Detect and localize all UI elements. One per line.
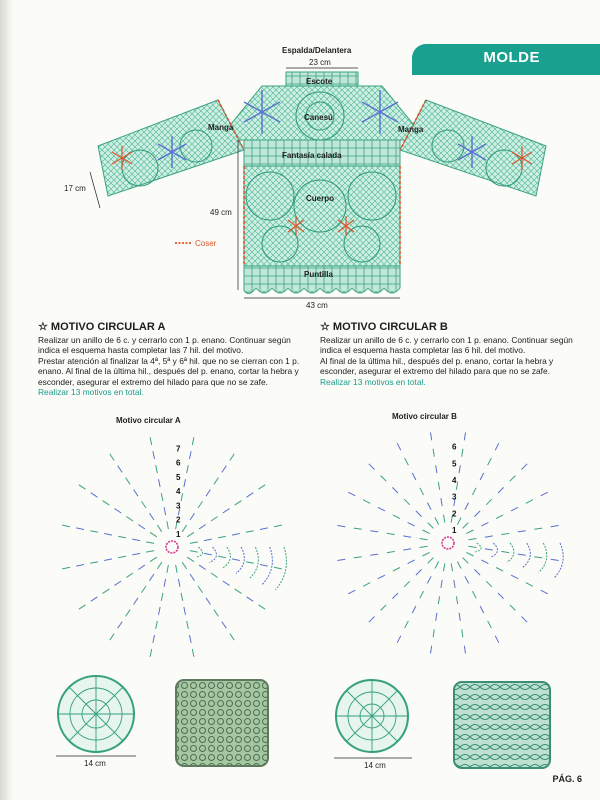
schematic-title: Espalda/Delantera (282, 46, 352, 55)
round-3-stitches (118, 493, 230, 601)
round-6-stitches (76, 451, 272, 643)
yoke-label: Canesú (304, 113, 333, 122)
motif-b-instructions (320, 335, 588, 387)
round-number: 2 (176, 515, 181, 525)
motif-b-paragraph-2: Al final de la última hil., después del p. enano, cortar la hebra y esconder, asegurar el extremo del hilado para que no se zafe. (320, 355, 554, 377)
round-number: 5 (452, 459, 457, 469)
round-number: 5 (176, 472, 181, 482)
round-number: 1 (452, 526, 457, 535)
motif-a-chart (42, 422, 302, 672)
round-5-stitches (90, 465, 258, 629)
lace-band-label: Fantasía calada (282, 151, 342, 160)
round-2-stitches (132, 507, 216, 587)
round-number: 7 (176, 444, 181, 454)
round-number: 3 (176, 501, 181, 511)
starting-ring (442, 537, 454, 549)
motif-a-size-label: 14 cm (84, 759, 106, 768)
motif-a-instructions (38, 335, 300, 397)
motif-b-size-label: 14 cm (364, 761, 386, 770)
motif-a-paragraph-2: Prestar atención al finalizar la 4ª, 5ª y 6ª hil. que no se cierran con 1 p. enano. Al final de la última hil., después del p. enano, cortar la hebra y esconder, asegurar el extremo del hilado para que no se zafe. (38, 355, 300, 387)
motif-b-chart (318, 418, 578, 668)
round-6-stitches (337, 432, 563, 653)
starting-ring (166, 541, 178, 553)
top-width-label: 23 cm (309, 58, 331, 67)
sleeve-width-label: 17 cm (64, 184, 86, 193)
round-number: 6 (452, 442, 457, 452)
neck-label: Escote (306, 77, 333, 86)
round-number: 4 (176, 487, 181, 497)
sweater-schematic (0, 0, 600, 320)
motif-a-total: Realizar 13 motivos en total. (38, 387, 144, 398)
round-4-stitches (104, 479, 244, 615)
page-number: PÁG. 6 (552, 774, 582, 784)
round-number: 1 (176, 530, 181, 539)
body-label: Cuerpo (306, 194, 334, 203)
round-number: 6 (176, 458, 181, 468)
round-number: 3 (452, 492, 457, 502)
motif-a-diagram-title: Motivo circular A (116, 416, 181, 425)
round-2-stitches (403, 498, 497, 588)
body-height-label: 49 cm (210, 208, 232, 217)
motif-b-total: Realizar 13 motivos en total. (320, 376, 426, 387)
sew-legend-label: Coser (195, 239, 217, 248)
bottom-width-label: 43 cm (306, 301, 328, 310)
motif-a-paragraph-1: Realizar un anillo de 6 c. y cerrarlo con 1 p. enano. Continuar según indica el esquema hasta completar las 7 hil. del motivo. (38, 335, 291, 356)
right-sleeve-label: Manga (398, 125, 424, 134)
motif-b-paragraph-1: Realizar un anillo de 6 c. y cerrarlo con 1 p. enano. Continuar según indica el esquema hasta completar las 6 hil. del motivo. (320, 335, 573, 356)
round-1-stitches (420, 515, 481, 572)
motif-b-diagram-title: Motivo circular B (392, 412, 457, 421)
section-tab-label: MOLDE (483, 49, 540, 66)
round-4-stitches (370, 465, 530, 620)
motif-a-title: ☆ MOTIVO CIRCULAR A (38, 321, 166, 333)
round-number: 4 (452, 476, 457, 485)
round-1-stitches (146, 521, 202, 573)
round-3-stitches (387, 482, 514, 604)
left-sleeve-label: Manga (208, 123, 234, 132)
motif-b-title: ☆ MOTIVO CIRCULAR B (320, 321, 448, 333)
round-7-stitches (62, 437, 286, 657)
edge-label: Puntilla (304, 270, 333, 279)
round-number: 2 (452, 509, 457, 519)
round-5-stitches (354, 449, 547, 637)
